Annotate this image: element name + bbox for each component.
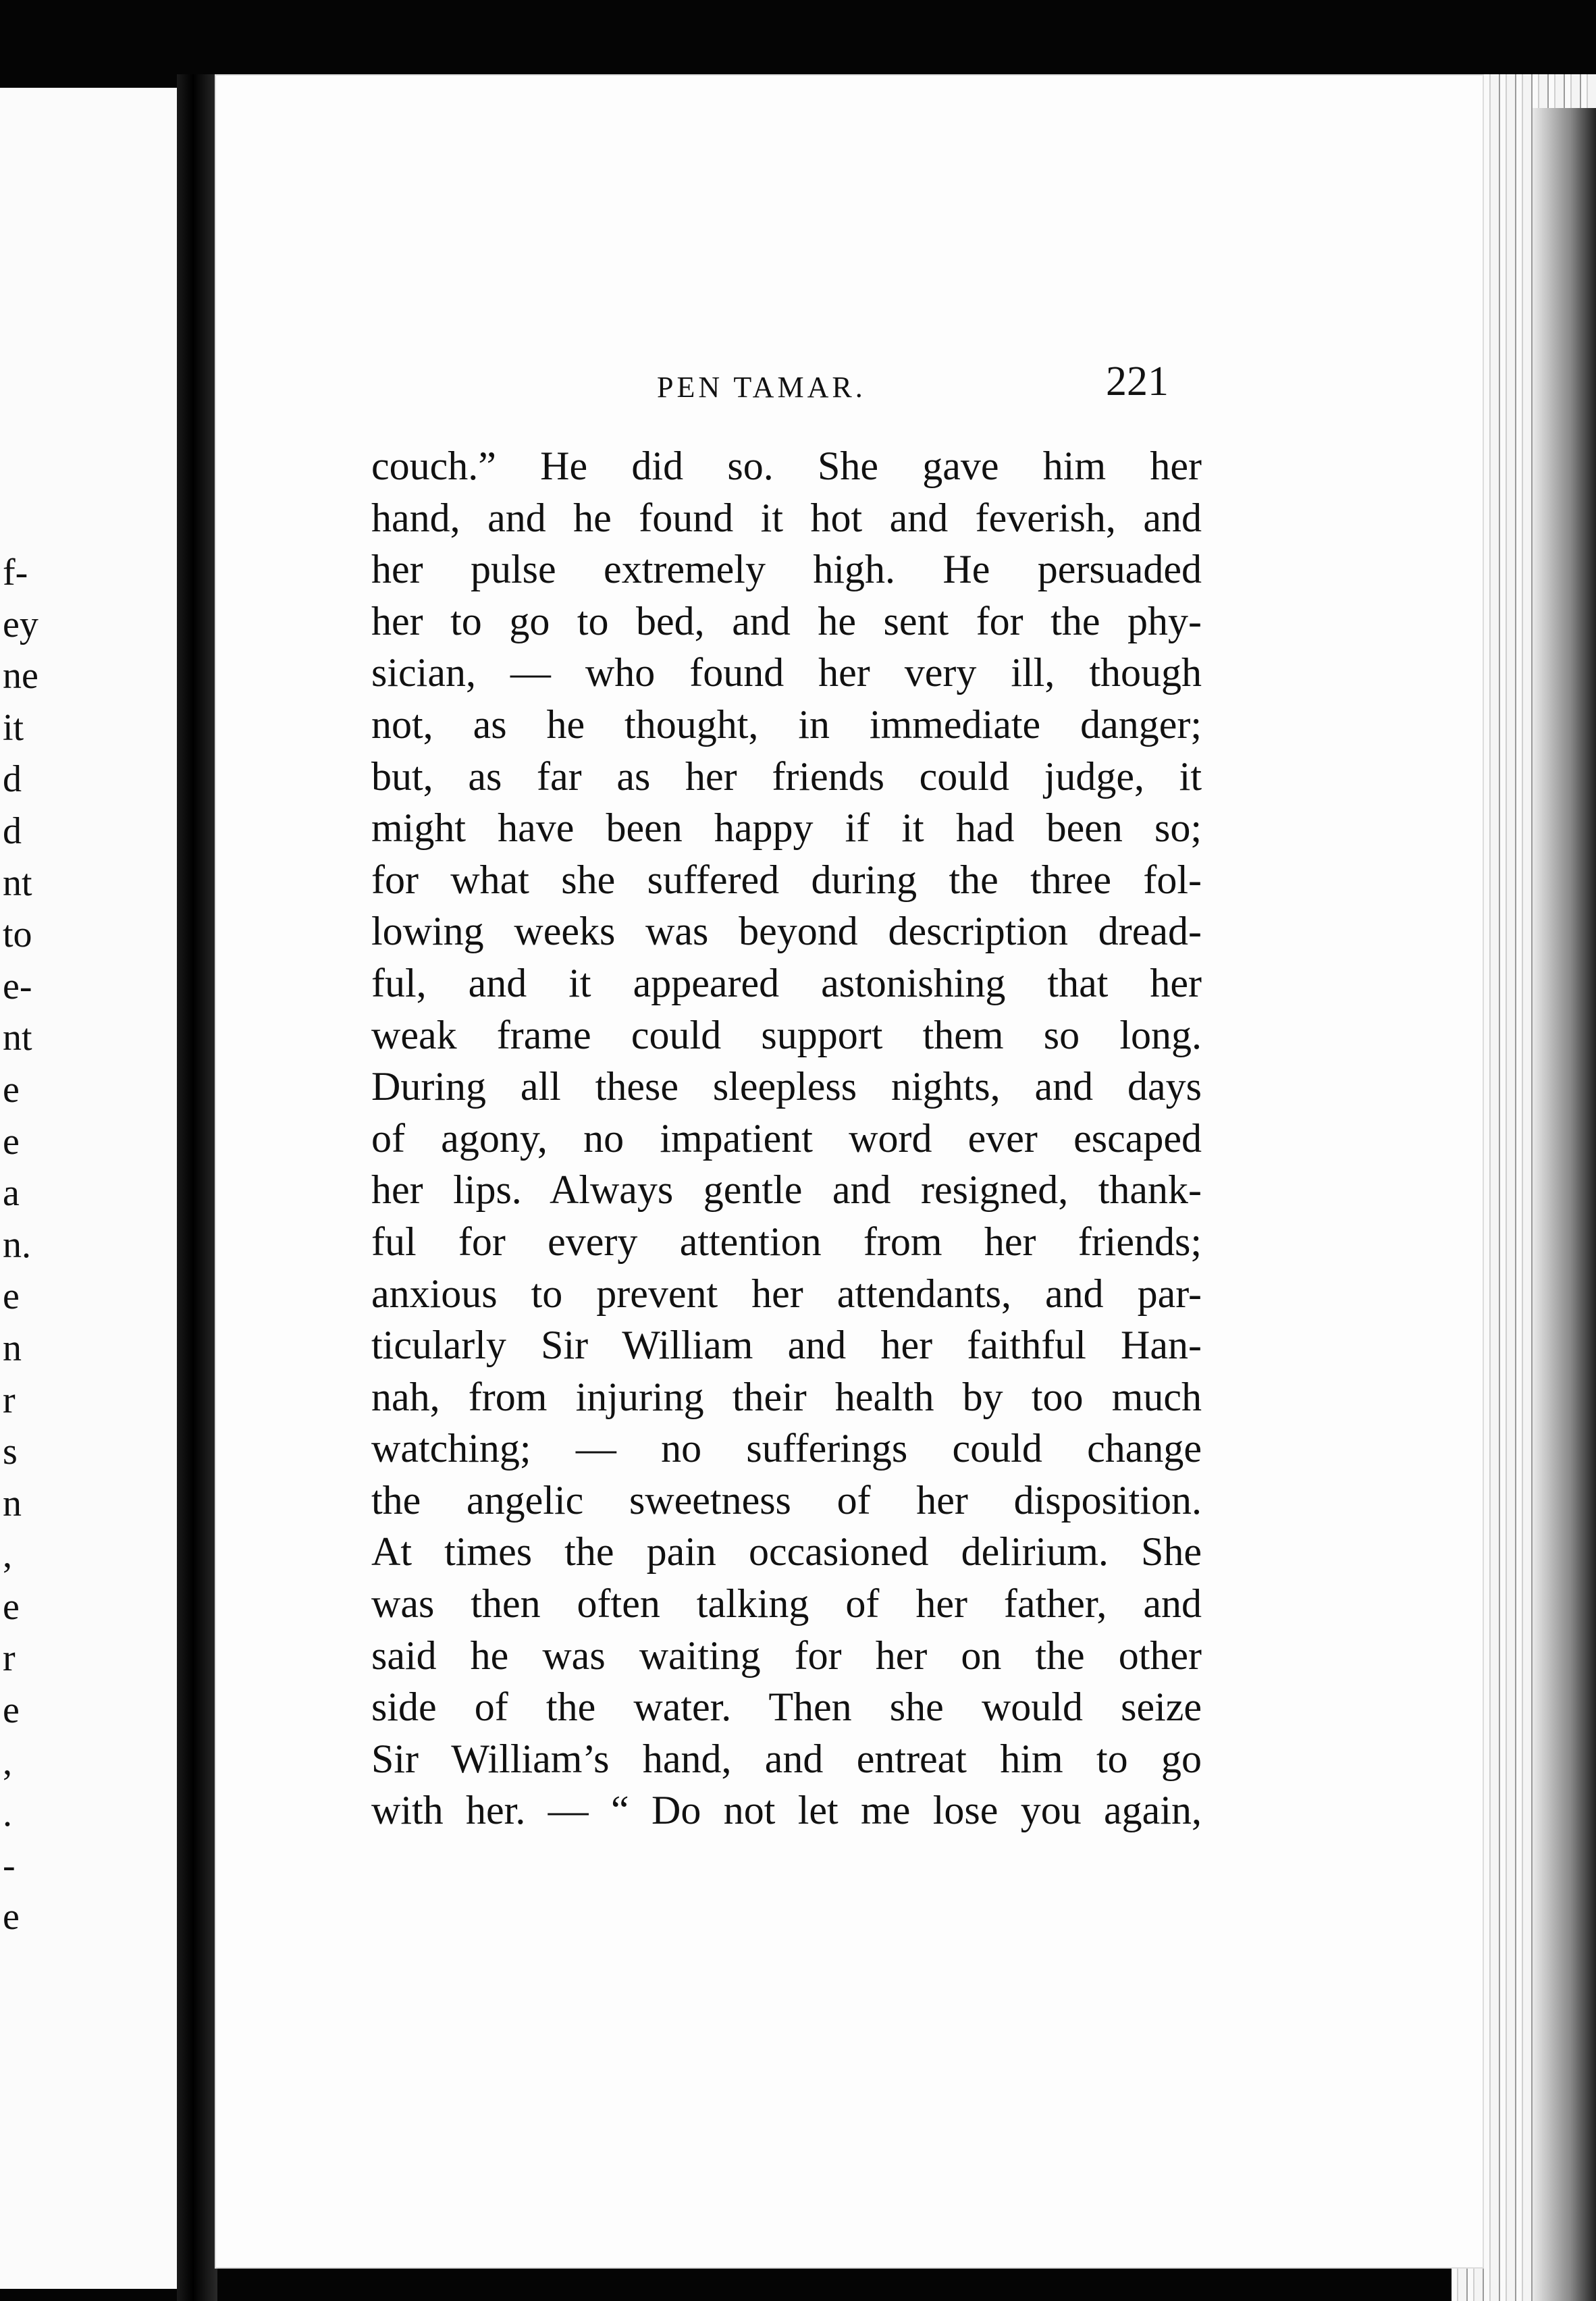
previous-page-line: r — [3, 1637, 16, 1680]
text-line: sician, — who found her very ill, though — [371, 650, 1202, 695]
text-line: ful, and it appeared astonishing that her — [371, 960, 1202, 1005]
previous-page-line-endings — [0, 547, 68, 1943]
previous-page-line: ne — [3, 655, 38, 697]
previous-page-line: nt — [3, 1017, 32, 1059]
text-line: her pulse extremely high. He persuaded — [371, 547, 1202, 592]
text-line: nah, from injuring their health by too much — [371, 1374, 1202, 1419]
previous-page-line: e — [3, 1689, 20, 1732]
previous-page-line: e — [3, 1120, 20, 1163]
text-line: couch.” He did so. She gave him her — [371, 444, 1202, 488]
running-title: PEN TAMAR. — [657, 371, 866, 404]
book-page — [215, 74, 1484, 2269]
previous-page-line: s — [3, 1431, 18, 1473]
text-line: ticularly Sir William and her faithful Han- — [371, 1323, 1202, 1368]
previous-page-line: ey — [3, 603, 38, 645]
text-line: her lips. Always gentle and resigned, thank- — [371, 1167, 1202, 1213]
previous-page-line: it — [3, 706, 24, 749]
book-gutter — [177, 74, 217, 2301]
text-line: for what she suffered during the three fol- — [371, 857, 1202, 902]
text-line: said he was waiting for her on the other — [371, 1633, 1202, 1678]
previous-page-line: e — [3, 1585, 20, 1628]
previous-page-line: d — [3, 810, 22, 852]
previous-page-line: n — [3, 1482, 22, 1525]
previous-page-line: e — [3, 1275, 20, 1318]
text-line: lowing weeks was beyond description dread- — [371, 909, 1202, 954]
text-line: During all these sleepless nights, and days — [371, 1064, 1202, 1109]
text-line: anxious to prevent her attendants, and par- — [371, 1271, 1202, 1316]
running-head — [215, 358, 1484, 419]
text-line: her to go to bed, and he sent for the phy- — [371, 598, 1202, 643]
page-edges-shadow — [1533, 108, 1596, 2301]
page-number: 221 — [1106, 359, 1169, 404]
previous-page-line: d — [3, 758, 22, 801]
previous-page-line: e — [3, 1068, 20, 1111]
previous-page-line: . — [3, 1793, 12, 1835]
previous-page-line: f- — [3, 552, 28, 593]
text-line: with her. — “ Do not let me lose you again, — [371, 1788, 1202, 1833]
previous-page-line: nt — [3, 862, 32, 904]
text-line: was then often talking of her father, and — [371, 1581, 1202, 1626]
previous-page-line: n. — [3, 1223, 31, 1266]
previous-page-line: , — [3, 1741, 12, 1783]
previous-page-line: - — [3, 1844, 16, 1886]
previous-page-line: to — [3, 914, 32, 956]
text-line: ful for every attention from her friends; — [371, 1219, 1202, 1264]
text-line: not, as he thought, in immediate danger; — [371, 702, 1202, 747]
previous-page-line: r — [3, 1379, 16, 1421]
previous-page-line: e — [3, 1896, 20, 1938]
text-line: but, as far as her friends could judge, it — [371, 753, 1202, 799]
body-text — [371, 440, 1202, 1836]
text-line: Sir William’s hand, and entreat him to go — [371, 1736, 1202, 1781]
text-line: hand, and he found it hot and feverish, and — [371, 495, 1202, 540]
previous-page-fragment — [0, 88, 189, 2289]
text-line: At times the pain occasioned delirium. She — [371, 1529, 1202, 1575]
text-line: weak frame could support them so long. — [371, 1012, 1202, 1057]
text-line: watching; — no sufferings could change — [371, 1426, 1202, 1471]
text-line: of agony, no impatient word ever escaped — [371, 1115, 1202, 1161]
text-line: might have been happy if it had been so; — [371, 805, 1202, 851]
previous-page-line: n — [3, 1327, 22, 1369]
previous-page-line: a — [3, 1172, 20, 1215]
text-line: the angelic sweetness of her disposition. — [371, 1477, 1202, 1523]
previous-page-line: , — [3, 1534, 12, 1577]
previous-page-line: e- — [3, 965, 32, 1007]
text-line: side of the water. Then she would seize — [371, 1685, 1202, 1730]
